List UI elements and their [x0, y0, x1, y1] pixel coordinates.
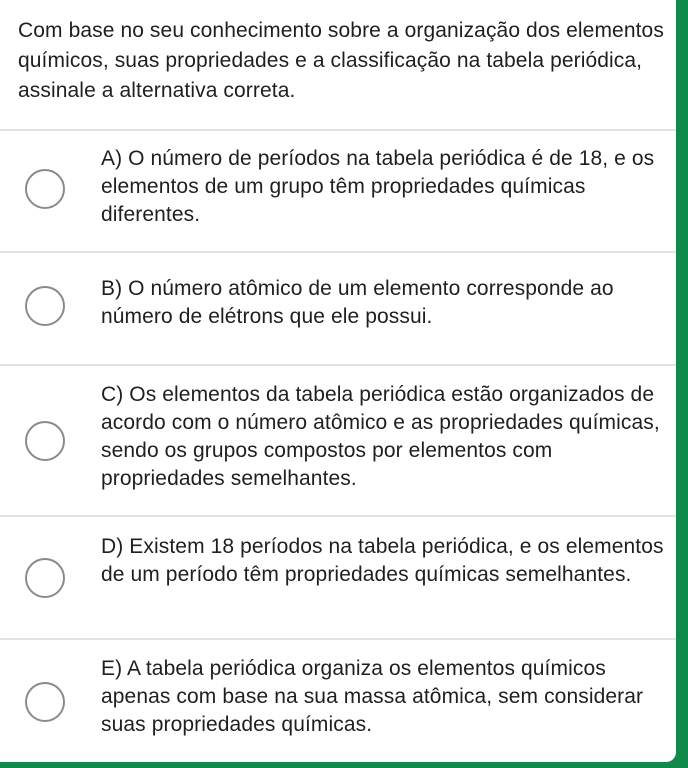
option-d-text: D) Existem 18 períodos na tabela periódica, e os elementos de um período têm propriedades químicas semelhantes.: [101, 535, 664, 586]
option-b-text: B) O número atômico de um elemento corresponde ao número de elétrons que ele possui.: [101, 277, 614, 328]
option-a[interactable]: [0, 129, 676, 251]
option-e[interactable]: [0, 638, 676, 762]
radio-c[interactable]: [25, 421, 65, 461]
option-c[interactable]: [0, 364, 676, 515]
question-text: Com base no seu conhecimento sobre a organização dos elementos químicos, suas propriedades e a classificação na tabela periódica, assinale a alternativa correta.: [18, 19, 664, 102]
radio-a[interactable]: [25, 169, 65, 209]
radio-e[interactable]: [25, 682, 65, 722]
option-c-text: C) Os elementos da tabela periódica estão organizados de acordo com o número atômico e as propriedades químicas, sendo os grupos compostos por elementos com propriedades semelhantes.: [101, 383, 660, 490]
option-b[interactable]: [0, 251, 676, 364]
radio-d[interactable]: [25, 558, 65, 598]
option-e-text: E) A tabela periódica organiza os elementos químicos apenas com base na sua massa atômica, sem considerar suas propriedades químicas.: [101, 657, 644, 736]
option-d[interactable]: [0, 515, 676, 638]
option-a-text: A) O número de períodos na tabela periódica é de 18, e os elementos de um grupo têm propriedades químicas diferentes.: [101, 147, 655, 226]
radio-b[interactable]: [25, 286, 65, 326]
